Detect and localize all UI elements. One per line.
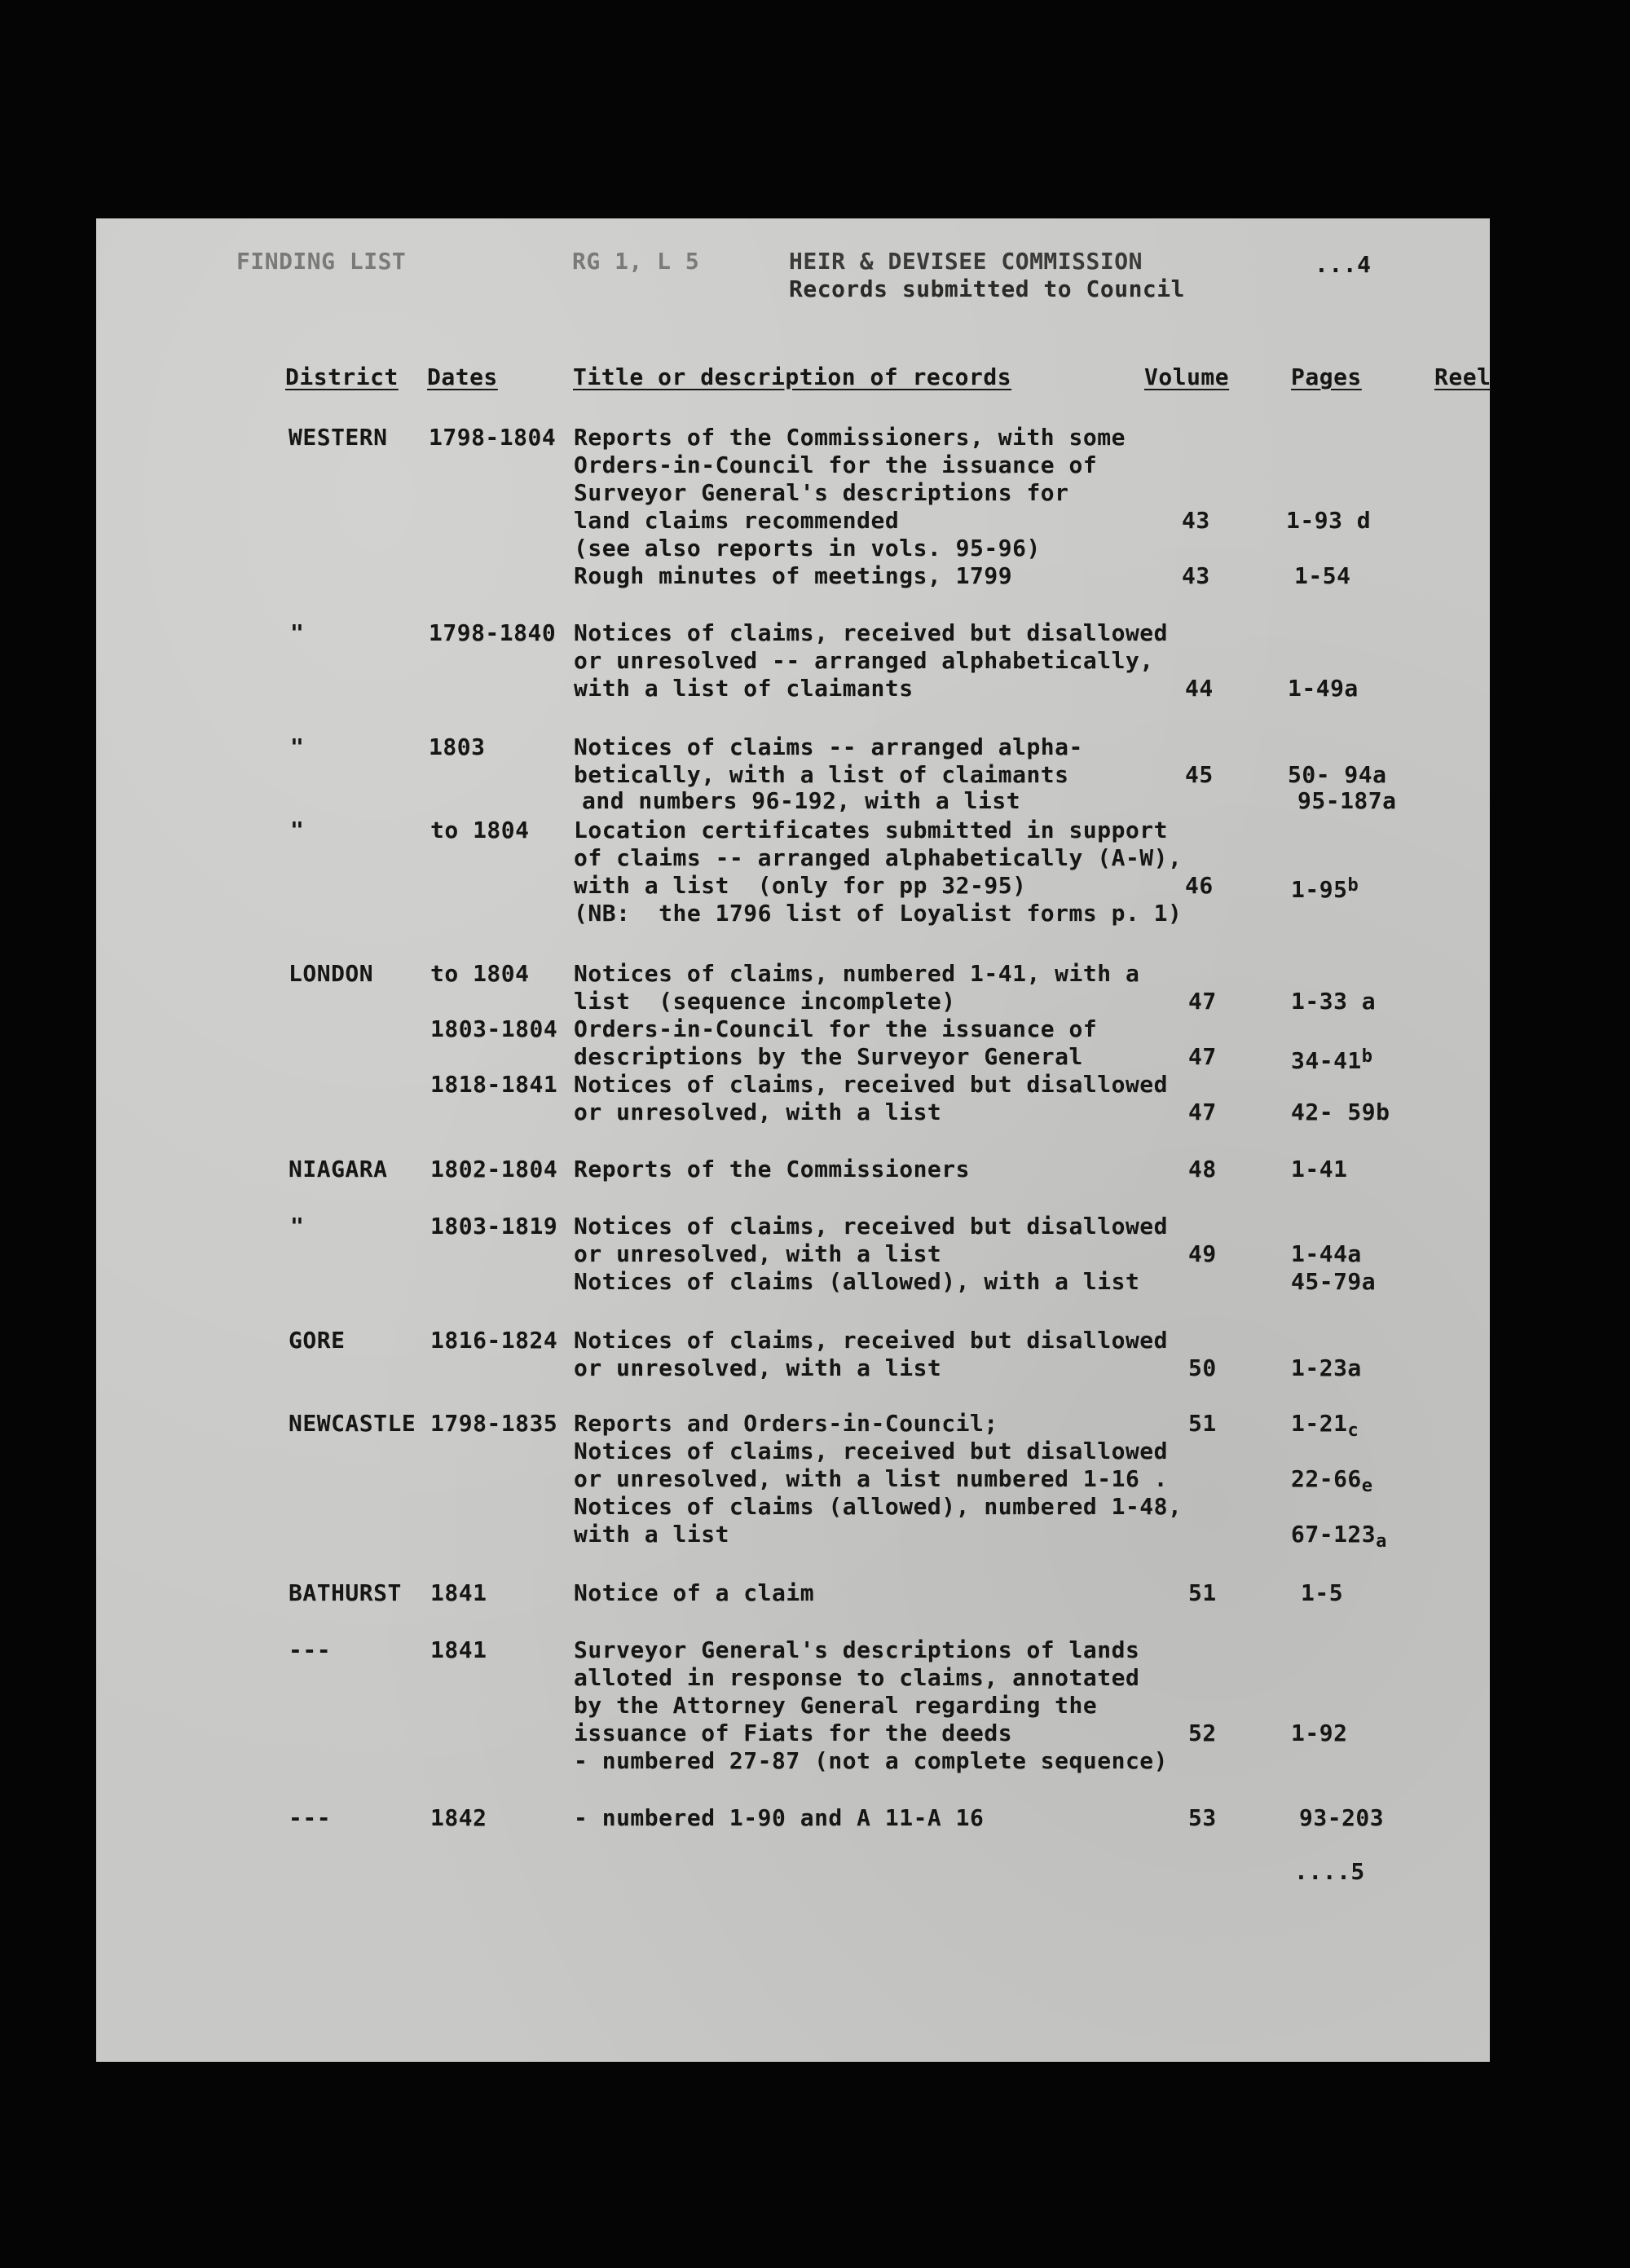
dates-cell: 1841 xyxy=(430,1636,487,1663)
pages-cell: 1-44a xyxy=(1291,1240,1362,1267)
description-line: descriptions by the Surveyor General xyxy=(574,1043,1083,1070)
volume-cell: 53 xyxy=(1188,1804,1217,1831)
district-cell: NEWCASTLE xyxy=(289,1410,416,1437)
description-line: Notices of claims (allowed), numbered 1-48, xyxy=(574,1493,1183,1520)
description-line: Orders-in-Council for the issuance of xyxy=(574,1015,1098,1042)
volume-cell: 46 xyxy=(1185,872,1214,899)
dates-cell: to 1804 xyxy=(430,817,530,843)
volume-cell: 43 xyxy=(1182,562,1210,589)
description-line: Notices of claims, received but disallowed xyxy=(574,1438,1169,1464)
pages-value: 67-123 xyxy=(1291,1521,1377,1548)
pages-suffix: c xyxy=(1347,1420,1359,1441)
description-line: Reports of the Commissioners xyxy=(574,1156,971,1182)
description-line: (NB: the 1796 list of Loyalist forms p. 1) xyxy=(574,900,1183,927)
description-line: of claims -- arranged alphabetically (A-W), xyxy=(574,844,1183,871)
description-line: Rough minutes of meetings, 1799 xyxy=(574,562,1013,589)
dates-cell: 1842 xyxy=(430,1804,487,1831)
description-line: Surveyor General's descriptions for xyxy=(574,479,1069,506)
column-header-volume: Volume xyxy=(1144,363,1230,390)
pages-value: 34-41 xyxy=(1291,1047,1362,1074)
next-page-marker: ....5 xyxy=(1294,1858,1365,1885)
description-line: Notices of claims, received but disallowed xyxy=(574,1327,1169,1354)
column-header-dates: Dates xyxy=(427,363,498,390)
pages-value: 22-66 xyxy=(1291,1465,1362,1492)
volume-cell: 50 xyxy=(1188,1354,1217,1381)
description-line: issuance of Fiats for the deeds xyxy=(574,1720,1013,1746)
dates-cell: 1803 xyxy=(429,733,486,760)
description-line: Orders-in-Council for the issuance of xyxy=(574,451,1098,478)
description-line: or unresolved, with a list xyxy=(574,1354,942,1381)
dates-cell: 1841 xyxy=(430,1579,487,1606)
pages-cell: 93-203 xyxy=(1299,1804,1385,1831)
description-line: - numbered 1-90 and A 11-A 16 xyxy=(574,1804,985,1831)
pages-value: 1-21 xyxy=(1291,1410,1348,1437)
column-header-pages: Pages xyxy=(1291,363,1362,390)
dates-cell: 1818-1841 xyxy=(430,1071,558,1098)
dates-cell: 1802-1804 xyxy=(430,1156,558,1182)
column-header-reel: Reel xyxy=(1434,363,1491,390)
district-cell: " xyxy=(290,619,305,646)
document-page xyxy=(96,218,1490,2062)
pages-cell: 42- 59b xyxy=(1291,1099,1390,1125)
description-line: betically, with a list of claimants xyxy=(574,761,1069,788)
description-line: Location certificates submitted in support xyxy=(574,817,1169,843)
pages-cell: 50- 94a xyxy=(1288,761,1387,788)
description-line: and numbers 96-192, with a list xyxy=(582,787,1021,814)
district-cell: " xyxy=(290,1213,305,1240)
pages-cell: 1-33 a xyxy=(1291,988,1377,1015)
volume-cell: 47 xyxy=(1188,1099,1217,1125)
pages-cell: 1-93 d xyxy=(1286,507,1372,534)
district-cell: GORE xyxy=(289,1327,346,1354)
pages-value: 1-95 xyxy=(1291,876,1348,903)
district-cell: WESTERN xyxy=(289,424,388,451)
column-header-title: Title or description of records xyxy=(573,363,1012,390)
description-line: with a list (only for pp 32-95) xyxy=(574,872,1027,899)
volume-cell: 43 xyxy=(1182,507,1210,534)
volume-cell: 45 xyxy=(1185,761,1214,788)
pages-cell xyxy=(1291,1410,1359,1445)
description-line: with a list of claimants xyxy=(574,675,914,702)
description-line: Notices of claims, received but disallowed xyxy=(574,1071,1169,1098)
volume-cell: 52 xyxy=(1188,1720,1217,1746)
district-cell: " xyxy=(290,733,305,760)
pages-suffix: e xyxy=(1361,1476,1373,1496)
description-line: with a list xyxy=(574,1521,729,1548)
description-line: or unresolved, with a list xyxy=(574,1099,942,1125)
volume-cell: 51 xyxy=(1188,1410,1217,1437)
volume-cell: 51 xyxy=(1188,1579,1217,1606)
description-line: or unresolved, with a list numbered 1-16 . xyxy=(574,1465,1169,1492)
description-line: Surveyor General's descriptions of lands xyxy=(574,1636,1140,1663)
volume-cell: 44 xyxy=(1185,675,1214,702)
district-cell: --- xyxy=(289,1636,332,1663)
pages-cell: 45-79a xyxy=(1291,1268,1377,1295)
description-line: alloted in response to claims, annotated xyxy=(574,1664,1140,1691)
description-line: Notice of a claim xyxy=(574,1579,815,1606)
dates-cell: 1803-1819 xyxy=(430,1213,558,1240)
dates-cell: 1803-1804 xyxy=(430,1015,558,1042)
pages-cell: 1-54 xyxy=(1294,562,1351,589)
dates-cell: 1798-1840 xyxy=(429,619,557,646)
description-line: Notices of claims, numbered 1-41, with a xyxy=(574,960,1140,987)
volume-cell: 49 xyxy=(1188,1240,1217,1267)
pages-cell: 1-49a xyxy=(1288,675,1359,702)
description-line: Reports of the Commissioners, with some xyxy=(574,424,1126,451)
dates-cell: to 1804 xyxy=(430,960,530,987)
document-title: HEIR & DEVISEE COMMISSION xyxy=(789,248,1143,275)
description-line: land claims recommended xyxy=(574,507,900,534)
pages-suffix: b xyxy=(1347,875,1359,896)
description-line: or unresolved, with a list xyxy=(574,1240,942,1267)
dates-cell: 1816-1824 xyxy=(430,1327,558,1354)
pages-cell: 95-187a xyxy=(1297,787,1397,814)
description-line: Notices of claims -- arranged alpha- xyxy=(574,733,1083,760)
description-line: Notices of claims, received but disallowed xyxy=(574,619,1169,646)
district-cell: --- xyxy=(289,1804,332,1831)
description-line: by the Attorney General regarding the xyxy=(574,1692,1098,1719)
district-cell: LONDON xyxy=(289,960,374,987)
district-cell: " xyxy=(290,817,305,843)
dates-cell: 1798-1804 xyxy=(429,424,557,451)
document-subtitle: Records submitted to Council xyxy=(789,275,1186,302)
description-line: Notices of claims, received but disallowed xyxy=(574,1213,1169,1240)
page-marker: ...4 xyxy=(1315,251,1372,278)
volume-cell: 48 xyxy=(1188,1156,1217,1182)
pages-cell: 1-23a xyxy=(1291,1354,1362,1381)
pages-cell: 1-5 xyxy=(1301,1579,1344,1606)
record-group-reference: RG 1, L 5 xyxy=(572,248,700,275)
dates-cell: 1798-1835 xyxy=(430,1410,558,1437)
description-line: Reports and Orders-in-Council; xyxy=(574,1410,998,1437)
volume-cell: 47 xyxy=(1188,1043,1217,1070)
column-header-district: District xyxy=(285,363,399,390)
pages-cell: 1-92 xyxy=(1291,1720,1348,1746)
pages-cell xyxy=(1291,1043,1373,1075)
pages-suffix: a xyxy=(1376,1531,1387,1552)
volume-cell: 47 xyxy=(1188,988,1217,1015)
pages-cell xyxy=(1291,1521,1387,1556)
list-label: FINDING LIST xyxy=(236,248,407,275)
pages-cell xyxy=(1291,1465,1373,1500)
district-cell: BATHURST xyxy=(289,1579,402,1606)
description-line: (see also reports in vols. 95-96) xyxy=(574,535,1041,561)
description-line: or unresolved -- arranged alphabetically, xyxy=(574,647,1154,674)
district-cell: NIAGARA xyxy=(289,1156,388,1182)
description-line: - numbered 27-87 (not a complete sequence) xyxy=(574,1747,1169,1774)
pages-suffix: b xyxy=(1361,1046,1373,1067)
pages-cell xyxy=(1291,872,1359,904)
description-line: list (sequence incomplete) xyxy=(574,988,956,1015)
pages-cell: 1-41 xyxy=(1291,1156,1348,1182)
description-line: Notices of claims (allowed), with a list xyxy=(574,1268,1140,1295)
